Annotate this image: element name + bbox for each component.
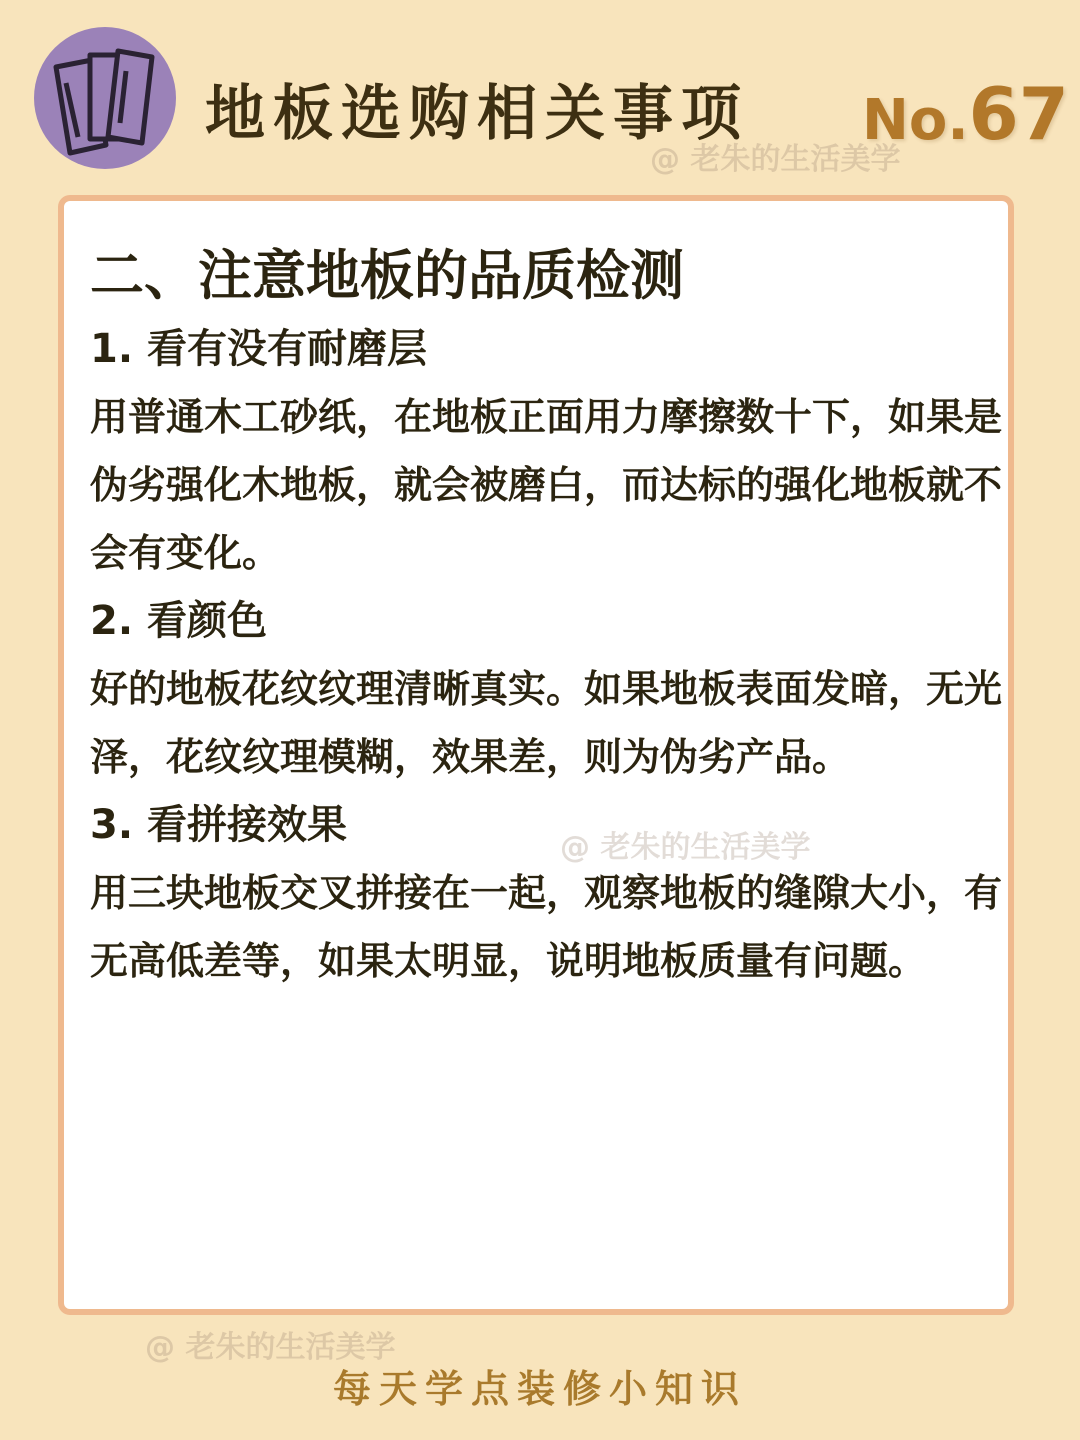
logo-badge: [34, 27, 176, 169]
content-card: [58, 195, 1014, 1315]
item-2-body: 好的地板花纹纹理清晰真实。如果地板表面发暗，无光泽，花纹纹理模糊，效果差，则为伪劣产品。: [90, 667, 1003, 779]
watermark-middle: @ 老朱的生活美学: [560, 830, 811, 865]
card-content: [90, 237, 1008, 995]
section-title: 二、注意地板的品质检测: [90, 244, 684, 307]
item-1-title: 1. 看有没有耐磨层: [90, 326, 427, 372]
floor-planks-icon: [34, 27, 176, 169]
item-3-title: 3. 看拼接效果: [90, 802, 347, 848]
issue-prefix: No.: [862, 88, 969, 153]
item-1-body: 用普通木工砂纸，在地板正面用力摩擦数十下，如果是伪劣强化木地板，就会被磨白，而达标的强化地板就不会有变化。: [90, 395, 1003, 575]
item-2-title: 2. 看颜色: [90, 598, 267, 644]
watermark-top: @ 老朱的生活美学: [650, 142, 901, 177]
watermark-bottom: @ 老朱的生活美学: [145, 1330, 396, 1365]
page-title: 地板选购相关事项: [205, 79, 749, 149]
issue-number-value: 67: [968, 72, 1069, 156]
footer-tagline: 每天学点装修小知识: [332, 1367, 747, 1411]
item-3-body: 用三块地板交叉拼接在一起，观察地板的缝隙大小，有无高低差等，如果太明显，说明地板质量有问题。: [90, 871, 1003, 983]
